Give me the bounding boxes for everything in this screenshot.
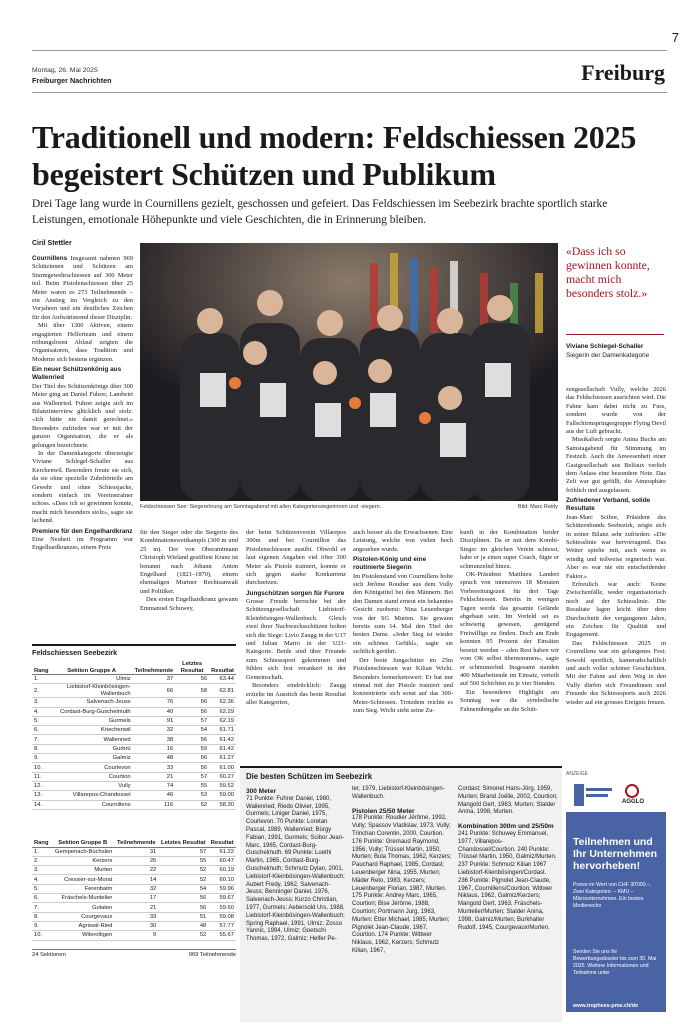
paragraph: Grosse Freude herrschte bei der Schützengesellschaft Liebistorf-Kleinbösingen-Wallenbuch. Gleich zwei ihrer Nachwuchsschützen holten sich die Siege: Livio Zaugg in der U17 und Julian Marro in der U21-Kategorie. Beide sind über Freunde zum Schiesssport gekommen und fühlen sich fest verankert in der Gemeinschaft. xyxy=(246,598,346,681)
table-cell: 33 xyxy=(133,763,176,772)
table-cell: 48 xyxy=(133,754,176,763)
table-row xyxy=(32,791,236,800)
page-number: 7 xyxy=(671,30,679,45)
table-cell: 61.22 xyxy=(208,847,236,856)
paragraph: Mit über 1300 Aktiven, einem engagierten Helferteam und einem reibungslosen Ablauf zeigten die Organisatoren, dass Tradition und Moderne sich bestens ergänzen. xyxy=(32,322,133,363)
table-cell: 52 xyxy=(158,931,208,940)
category-results-cont: ter, 1979, Liebistorf-Kleinbösingen-Wallenbuch. xyxy=(352,786,445,800)
table-cell: Wallenried xyxy=(51,735,133,744)
photo-credit: Bild: Marc Reidy xyxy=(517,504,558,510)
table-cell: 32 xyxy=(133,726,176,735)
paragraph: auch besser als die Erwachsenen. Eine Leistung, welche von vielen hoch angesehen wurde. xyxy=(353,529,453,553)
table-cell: 58.30 xyxy=(209,800,236,809)
table-cell: 56 xyxy=(175,707,209,716)
best-shooters-box xyxy=(240,766,562,1022)
table-cell: 1. xyxy=(32,675,51,684)
table-row xyxy=(32,884,236,893)
table-cell: 38 xyxy=(133,735,176,744)
table-cell: 37 xyxy=(133,675,176,684)
caption-text: Feldschiessen See: Siegerehrung am Sonntagabend mit allen Kategoriensiegerinnen und -siegern. xyxy=(140,504,382,510)
table-cell: 10. xyxy=(32,931,51,940)
paragraph: Der beste Jungschütze im 25m Pistolenschiessen war Kilian Wicht. Besonders bemerkenswert: Er hat nur einmal mit der Pistole trainiert und konzentrierte sich sonst auf das 300-Meter-Schiessen. Trotzdem reichte es zum Sieg. Wicht sieht seine Zu- xyxy=(353,656,453,715)
award-ceremony-photo xyxy=(140,243,558,501)
table-row xyxy=(32,912,236,921)
table-cell: 56 xyxy=(158,903,208,912)
table-cell: 48 xyxy=(158,921,208,930)
article-column-5 xyxy=(460,529,559,757)
results-table-a xyxy=(32,661,236,810)
table-row xyxy=(32,716,236,725)
article-column-4 xyxy=(353,529,453,757)
table-cell: 17 xyxy=(114,894,158,903)
category-heading: Pistolen 25/50 Meter xyxy=(352,807,415,815)
table-cell: 56 xyxy=(158,894,208,903)
table-row xyxy=(32,707,236,716)
table-cell: 14 xyxy=(114,875,158,884)
results-table-b xyxy=(32,840,236,941)
advertisement[interactable] xyxy=(566,778,666,1012)
category-results: 241 Punkte: Schuwey Emmanuel, 1977, Villarepos-Chandossel/Courtion. 240 Punkte: Trüssel Martin, 1950, Galmiz/Murten. 237 Punkte: Schmutz Kilian 1967 Liebistorf-Kleinbösingen/Cordast. 236 Punkte: Pignolet Jean-Claude, 1967, Cournillens/Courtion; Wittwer Niklaus, 1962, Galmiz/Kerzers; Mangold Gert, 1963, Fräschels-Muntelier/Murten; Stalder Anina, 1998, Galmiz/Murten; Burkhalter Rudolf, 1945, Courgevaux/Murten. xyxy=(458,830,557,931)
table-cell: 33 xyxy=(114,912,158,921)
table-cell: 21 xyxy=(133,772,176,781)
intro-paragraph xyxy=(32,255,133,322)
table-cell: 51 xyxy=(158,912,208,921)
table-cell: 2. xyxy=(32,856,51,865)
subheading: Jungschützen sorgen für Furore xyxy=(246,589,345,597)
table-cell: 3. xyxy=(32,698,51,707)
box-title: Die besten Schützen im Seebezirk xyxy=(246,772,373,781)
category-results: 71 Punkte: Fuhrer Daniel, 1980, Wallenried; Riedo Olivier, 1995, Gurmels; Liniger Daniel, 1975, Courlevon. 70 Punkte: Loretan Pascal, 1989, Wallenried; Bürgy Fabian, 1991, Gurmels; Scibor Jean-Marc, 1965, Cordast-Burg-Guschelmuth. 69 Punkte: Luethi Martin, 1965, Cordast-Burg-Guschelmuth; Schmutz Dylan, 2001, Liebistorf-Kleinbösingen-Wallenbuch; Aubert Fredy, 1962, Salvenach-Jeuss; Benninger Daniel, 1976, Salvenach-Jeuss; Kurzo Christian, 1977, Gurmels; Aebersold Urs, 1988, Liebistorf-Kleinbösingen-Wallenbuch; Spring Raphael, 1991, Ulmiz; Zosso Yannic, 1994, Ulmiz; Goetschi Thomas, 1972, Galmiz; Helfer Pe- xyxy=(246,795,345,943)
results-table-a-block xyxy=(32,644,236,810)
table-cell: 6. xyxy=(32,726,51,735)
paragraph: Im Pistolenstand von Cournillens holte sich Jérôme Roudier aus dem Vully den Königstitel bei den Männern. Bei den Damen stand erneut ein bekanntes Gesicht zuoberst: Nina Leuenberger von der SG Murten. Sie gewann bereits zum 14. Mal den Titel der besten Dame. «Jeder Sieg ist wieder ein schönes Gefühl», sagte sie sichtlich gerührt. xyxy=(353,572,453,656)
column-header: Letztes Resultat xyxy=(158,840,208,847)
table-row xyxy=(32,894,236,903)
subheading: Pistolen-König und eine routinierte Siegerin xyxy=(353,556,427,572)
table-cell: Kerzers xyxy=(51,856,114,865)
table-cell: 32 xyxy=(114,884,158,893)
table-cell: 59.60 xyxy=(208,903,236,912)
table-cell: Vully xyxy=(51,781,133,790)
section-rule xyxy=(32,92,667,93)
table-cell: 57.77 xyxy=(208,921,236,930)
table-cell: 116 xyxy=(133,800,176,809)
table-cell: 56 xyxy=(175,735,209,744)
table-cell: 46 xyxy=(133,791,176,800)
table-cell: 55 xyxy=(175,781,209,790)
table-cell: 56 xyxy=(175,698,209,707)
article-lead: Drei Tage lang wurde in Cournillens gezielt, geschossen und gefeiert. Das Feldschiessen im Seebezirk brachte sportlich starke Leistungen, emotionale Höhepunkte und viele Geschichten, die in Erinnerung bleiben. xyxy=(32,198,608,226)
table-cell: 26 xyxy=(114,856,158,865)
table-cell: 12. xyxy=(32,781,51,790)
article-author: Ciril Stettler xyxy=(32,240,72,247)
paragraph: Musikalisch sorgte Anina Buchs am Samstagabend für Stimmung im Festzelt. Auch die Anwesenheit einer Gastgesellschaft aus Belfaux verlieh dem Anlass eine besondere Note. Das Zelt war gut gefüllt, die Atmosphäre fröhlich und ausgelassen. xyxy=(566,436,666,494)
column-header: Resultat xyxy=(209,661,236,675)
section-title: Freiburg xyxy=(581,60,665,85)
table-cell: 61.27 xyxy=(209,754,236,763)
table-cell: 61.71 xyxy=(209,726,236,735)
article-column-3 xyxy=(246,529,346,757)
table-row xyxy=(32,800,236,809)
table-cell: 63.44 xyxy=(209,675,236,684)
column-header: Rang xyxy=(32,840,51,847)
subheading: Ein neuer Schützenkönig aus Wallenried xyxy=(32,366,122,382)
table-cell: 56 xyxy=(175,754,209,763)
table-cell: 61.42 xyxy=(209,735,236,744)
quote-name: Viviane Schlegel-Schaller xyxy=(566,343,644,350)
intro-text: Insgesamt nahmen 969 Schützinnen und Schützen am Sturmgewehrschiessen auf 300 Meter teil. Beim Pistolenschiessen über 25 Meter waren es 273 Teilnehmende – ein Anstieg im Vergleich zu den Vorjahren und ein deutliches Zeichen für den Aufwärtstrend dieser Disziplin. xyxy=(32,255,133,321)
table-cell: Murten xyxy=(51,866,114,875)
paragraph: zengesellschaft Vully, welche 2026 das Feldschiessen ausrichten wird. Die Fahne kam dabei nicht zu Fuss, sondern wurde von der Fallschirmspringergruppe Flying Devil aus der Luft gebracht. xyxy=(566,386,666,436)
table-cell: 59.67 xyxy=(208,894,236,903)
table-cell: 54 xyxy=(158,884,208,893)
best-column-combination xyxy=(458,786,558,932)
paragraph: Eine Neuheit im Programm war Engelhardkranzes, einem Preis xyxy=(32,535,133,552)
table-cell: 52 xyxy=(158,875,208,884)
table-row xyxy=(32,698,236,707)
table-cell: Courtion xyxy=(51,772,133,781)
table-cell: Cressier-sur-Morat xyxy=(51,875,114,884)
quote-role: Siegerin der Damenkategorie xyxy=(566,352,650,359)
table-cell: 6. xyxy=(32,894,51,903)
newspaper-name: Freiburger Nachrichten xyxy=(32,76,112,85)
paragraph: Ein besonderes Highlight am Sonntag war die symbolische Fahnenübergabe an die Schüt- xyxy=(460,688,559,713)
pull-quote: «Dass ich so gewinnen konnte, macht mich besonders stolz.» xyxy=(566,244,650,300)
trophy-logo-icon xyxy=(566,778,666,812)
article-headline: Traditionell und modern: Feldschiessen 2025 begeistert Schützen und Publikum xyxy=(32,119,637,192)
table-cell: Villarepos-Chandossel xyxy=(51,791,133,800)
table-cell: 16 xyxy=(133,744,176,753)
best-column-300m xyxy=(246,786,346,944)
table-cell: 5. xyxy=(32,716,51,725)
table-cell: 59 xyxy=(175,744,209,753)
ad-title: Teilnehmen und Ihr Unternehmen hervorheben! xyxy=(573,836,658,872)
table-cell: 62.19 xyxy=(209,716,236,725)
paragraph: Der Titel des Schützenkönigs über 300 Meter ging an Daniel Fuhrer, Landwirt aus Wallenried. Fuhrer zeigte sich im Bilanzinterview glücklich und stolz: «Ich hätte nie damit gerechnet.» Besonders zufrieden war er mit der ganzen Organisation, die er als gelungen bezeichnete. xyxy=(32,382,133,449)
table-row xyxy=(32,675,236,684)
table-cell: 7. xyxy=(32,735,51,744)
table-cell: Wileroltigen xyxy=(51,931,114,940)
sections-count: 24 Sektionen xyxy=(32,951,66,958)
table-cell: 55 xyxy=(158,856,208,865)
table-cell: 62.29 xyxy=(209,707,236,716)
agglo-logo: AGGLO xyxy=(622,799,644,805)
article-column-1 xyxy=(32,255,133,617)
table-cell: 59.08 xyxy=(208,912,236,921)
table-cell: 55.67 xyxy=(208,931,236,940)
table-cell: Liebistorf-Kleinbösingen-Wallenbuch xyxy=(51,684,133,698)
table-cell: Courlevon xyxy=(51,763,133,772)
table-cell: 58 xyxy=(175,684,209,698)
column-header: Sektion Gruppe A xyxy=(51,661,133,675)
table-cell: 9. xyxy=(32,921,51,930)
table-row xyxy=(32,847,236,856)
table-cell: 91 xyxy=(133,716,176,725)
table-row xyxy=(32,754,236,763)
ad-url-link[interactable]: www.trophees-pme.ch/de xyxy=(573,1003,639,1009)
paragraph: der beim Schützenverein Villarepos 300m und bei Cournillon das Pistolenschiessen ausübt. Obwohl er laut eigenen Angaben viel öfter 300 Meter als Pistole trainiert, konnte er sich gegen starke Konkurrenz durchsetzen. xyxy=(246,529,346,587)
table-cell: 60.19 xyxy=(208,866,236,875)
table-cell: 30 xyxy=(114,921,158,930)
table-cell: 56 xyxy=(175,763,209,772)
table-cell: Ulmiz xyxy=(51,675,133,684)
category-results: 178 Punkte: Roudier Jérôme, 1992, Vully; Spassov Vladislav, 1973, Vully; Trinchan Corentin, 2000, Courtion. 176 Punkte: Gremaud Raymond, 1956, Vully; Trüssel Martin, 1950, Murten; Bula Thomas, 1962, Kerzers; Pauchard Raphael, 1985, Cordast; Leuenberger Nina, 1955, Murten; Mäder Reto, 1983, Kerzers; Leuenberger Florian, 1987, Murten. 175 Punkte: Andrey Marc, 1965, Courtion; Bise Jérôme, 1988, Courtion; Portmann Jurg, 1963, Murten; Etter Michael, 1985, Murten; Pignolet Jean-Claude, 1967, Courtion. 174 Punkte: Wittwer Niklaus, 1962, Kerzers; Schmutz Kilian, 1967, xyxy=(352,815,452,954)
table-cell: Cournillens xyxy=(51,800,133,809)
column-header: Letztes Resultat xyxy=(175,661,209,675)
column-header: Teilnehmende xyxy=(114,840,158,847)
results-table-b-block xyxy=(32,840,236,958)
column-header: Teilnehmende xyxy=(133,661,176,675)
table-cell: 74 xyxy=(133,781,176,790)
participants-count: 969 Teilnehmende xyxy=(188,951,236,958)
table-cell: Salvenach-Jeuss xyxy=(51,698,133,707)
table-row xyxy=(32,684,236,698)
table-cell: Gurbrü xyxy=(51,744,133,753)
subheading: Premiere für den Engelhardkranz xyxy=(32,527,133,535)
table-row xyxy=(32,921,236,930)
column-header: Rang xyxy=(32,661,51,675)
photo-caption xyxy=(140,504,558,510)
table-row xyxy=(32,763,236,772)
table-title: Feldschiessen Seebezirk xyxy=(32,644,236,657)
table-cell: 2. xyxy=(32,684,51,698)
table-cell: 4. xyxy=(32,707,51,716)
table-cell: 61.00 xyxy=(209,763,236,772)
table-cell: 8. xyxy=(32,744,51,753)
paragraph: Den ersten Engelhardkranz gewann Emmanuel Schuwey, xyxy=(140,596,238,612)
category-heading: 300 Meter xyxy=(246,788,276,795)
table-cell: 56 xyxy=(175,675,209,684)
ad-footer: Senden Sie uns Ihr Bewerbungsdossier bis zum 30. Mai 2025. Weitere Informationen und Teilnahme unter xyxy=(573,949,657,976)
table-cell: 5. xyxy=(32,884,51,893)
column-header: Sektion Gruppe B xyxy=(51,840,114,847)
table-cell: 57 xyxy=(175,716,209,725)
photo-illustration xyxy=(140,243,558,501)
ad-body: Preise im Wert von CHF 30'000.–, Zwei Kategorien: – KMU – Mikrounternehmen. Ein bestes Medienecho xyxy=(573,882,652,909)
table-cell: 66 xyxy=(133,684,176,698)
table-cell: 60.27 xyxy=(209,772,236,781)
paragraph: OK-Präsident Matthieu Landert sprach von intensiven 18 Monaten Vorbereitungszeit für drei Tage Feldschiessen. Bereits in wenigen Tagen werde das gesamte Gelände abgebaut sein. Im Vorfeld sei es schwierig gewesen, genügend Freiwillige zu finden. Doch am Ende konnten 95 Prozent der Einsätze besetzt werden – «den Rest haben wir vom OK selbst übernommen», sagte er schmunzelnd. Insgesamt standen 400 Mitarbeitende im Einsatz, verteilt auf 560 Schichten zu je vier Stunden. xyxy=(460,571,559,688)
table-cell: Courgevaux xyxy=(51,912,114,921)
table-cell: 9 xyxy=(114,931,158,940)
table-cell: 31 xyxy=(114,847,158,856)
table-cell: 22 xyxy=(114,866,158,875)
table-cell: 4. xyxy=(32,875,51,884)
paragraph: Erfreulich war auch: Keine Zwischenfälle, weder organisatorisch noch auf der Schiesslinie. Die Resultate lagen leicht über dem Durchschnitt der vergangenen Jahre, ein Zeichen für Qualität und Engagement. xyxy=(566,580,666,639)
ad-label: ANZEIGE xyxy=(566,771,588,777)
table-cell: Cordast-Burg-Guschelmuth xyxy=(51,707,133,716)
dateline: Cournillens xyxy=(32,255,68,262)
subheading: Zufriedener Verband, solide Resultate xyxy=(566,497,651,513)
table-cell: 1. xyxy=(32,847,51,856)
table-cell: 53 xyxy=(175,791,209,800)
table-row xyxy=(32,856,236,865)
paragraph: Jean-Marc Scibor, Präsident des Schützenbunds Seebezirk, zeigte sich in seiner Bilanz sehr zufrieden: «Die Schiesslinie war hervorragend. Das Wetter spielte mit, auch wenn es windig und teilweise regnerisch war. Aber es war nie ein entscheidender Faktor.» xyxy=(566,513,666,580)
table-cell: Golaten xyxy=(51,903,114,912)
table-cell: 52 xyxy=(175,800,209,809)
table-row xyxy=(32,744,236,753)
table-cell: 59.00 xyxy=(209,791,236,800)
table-cell: 59.96 xyxy=(208,884,236,893)
table-row xyxy=(32,726,236,735)
category-heading: Kombination 300m und 25/50m xyxy=(458,823,554,831)
table-cell: 62.81 xyxy=(209,684,236,698)
table-cell: 11. xyxy=(32,772,51,781)
table-cell: 3. xyxy=(32,866,51,875)
table-row xyxy=(32,735,236,744)
paragraph: für den Sieger oder die Siegerin des Kombinationswettkampfs (300 m und 25 m). Der von Oberamtmann Christoph Wieland gestiftete Kranz ist benannt nach Johann Anton Engelhard (1821–1870), einem ehemaligen Murtner Rechtsanwalt und Politiker. xyxy=(140,529,238,595)
table-cell: 60.10 xyxy=(208,875,236,884)
category-results-cont: Cordast; Simonet Hans-Jörg, 1959, Murten; Brand Joëlle, 2002, Courtion; Mangold Gert, 1963, Murten; Stalder Anina, 1998, Murten. xyxy=(458,786,558,816)
paragraph: Das Feldschiessen 2025 in Cournillens war ein gelungenes Fest: Sowohl sportlich, kameradschaftlich und auch voller schöner Geschichten. Mit der Fahne auf dem Weg in den Vully dürfen sich Freundinnen und Freunde des Schiesssports auch 2026 wieder auf ein grosses Ereignis freuen. xyxy=(566,639,666,706)
top-rule xyxy=(32,50,667,51)
quote-rule xyxy=(566,334,664,335)
table-cell: 57 xyxy=(158,847,208,856)
issue-date: Montag, 26. Mai 2025 xyxy=(32,67,98,74)
table-row xyxy=(32,931,236,940)
table-cell: 57 xyxy=(175,772,209,781)
table-cell: 76 xyxy=(133,698,176,707)
article-column-6 xyxy=(566,386,666,762)
table-cell: 14. xyxy=(32,800,51,809)
table-cell: 40 xyxy=(133,707,176,716)
table-row xyxy=(32,781,236,790)
table-cell: Galmiz xyxy=(51,754,133,763)
best-column-pistol xyxy=(352,786,452,956)
table-cell: Agriswil-Ried xyxy=(51,921,114,930)
table-cell: Gurmels xyxy=(51,716,133,725)
paragraph: Besonders eindrücklich: Zaugg erzielte im Ausstich das beste Resultat aller Kategorien, xyxy=(246,682,346,706)
table-cell: Ferenbalm xyxy=(51,884,114,893)
paragraph: kunft in der Kombination beider Disziplinen. Da er mit dem Kombi-Sieger im gleichen Verein schiesst, habe er ja einen super Coach, fügte er schmunzelnd hinzu. xyxy=(460,529,559,570)
table-cell: 61.42 xyxy=(209,744,236,753)
table-row xyxy=(32,875,236,884)
ad-logo-strip xyxy=(566,778,666,812)
table-row xyxy=(32,866,236,875)
table-cell: 60.47 xyxy=(208,856,236,865)
table-row xyxy=(32,903,236,912)
table-row xyxy=(32,772,236,781)
table-cell: 21 xyxy=(114,903,158,912)
table-cell: 7. xyxy=(32,903,51,912)
column-header: Resultat xyxy=(208,840,236,847)
table-cell: 8. xyxy=(32,912,51,921)
table-cell: 59.52 xyxy=(209,781,236,790)
table-footer xyxy=(32,949,236,958)
table-cell: Gempenach-Büchslen xyxy=(51,847,114,856)
table-cell: 9. xyxy=(32,754,51,763)
article-column-2 xyxy=(140,529,238,619)
table-cell: 54 xyxy=(175,726,209,735)
table-cell: 52 xyxy=(158,866,208,875)
table-cell: Kriechenwil xyxy=(51,726,133,735)
table-cell: Fräschels-Muntelier xyxy=(51,894,114,903)
table-cell: 62.36 xyxy=(209,698,236,707)
table-cell: 10. xyxy=(32,763,51,772)
paragraph: In der Damenkategorie überzeugte Viviane Schlegel-Schaller aus Kerchenwil. Besonders freute sie sich, da sie ohne spezielle Zubehörteile am Gewehr und ohne Schiessjacke, sondern einfach im Vereinstrainer schoss. «Dass ich so gewinnen konnte, macht mich besonders stolz», sagte sie lachend. xyxy=(32,449,133,525)
table-cell: 13. xyxy=(32,791,51,800)
